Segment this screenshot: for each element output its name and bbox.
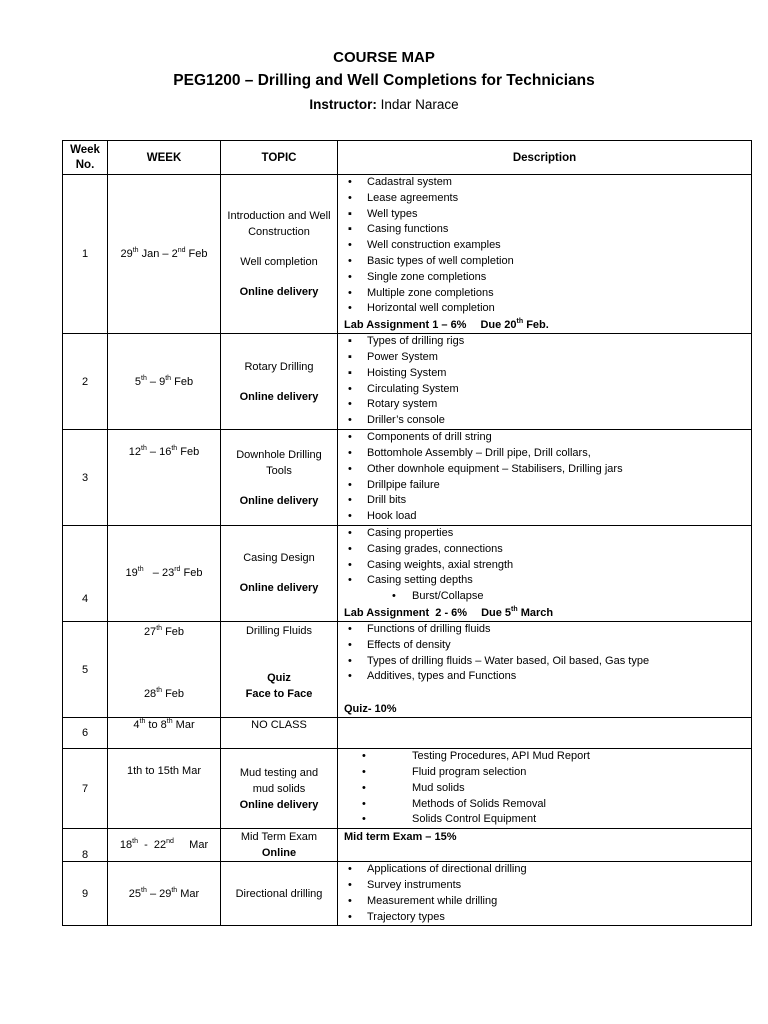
list-item: • Horizontal well completion xyxy=(342,301,747,317)
instructor-line xyxy=(0,97,768,112)
list-item: • Casing properties xyxy=(342,526,747,542)
topic-title: Casing Design xyxy=(243,552,315,565)
week-number: 7 xyxy=(63,749,108,829)
description-cell xyxy=(338,829,752,862)
description-cell xyxy=(338,175,752,334)
description-cell xyxy=(338,525,752,621)
list-item: • Mud solids xyxy=(342,781,747,797)
list-item: • Hook load xyxy=(342,509,747,525)
description-cell xyxy=(338,621,752,717)
week-number: 8 xyxy=(63,829,108,862)
table-row xyxy=(63,862,752,926)
description-cell xyxy=(338,430,752,526)
week-dates: 4th to 8th Mar xyxy=(108,718,221,749)
list-item: • Lease agreements xyxy=(342,191,747,207)
list-item: • Effects of density xyxy=(342,638,747,654)
delivery-mode: Online xyxy=(261,847,297,860)
list-item: • Testing Procedures, API Mud Report xyxy=(342,749,747,765)
topic-title: Rotary Drilling xyxy=(244,360,314,373)
lab-assignment: Lab Assignment 1 – 6% Due 20th Feb. xyxy=(344,318,549,332)
week-dates: 27th Feb 28th Feb xyxy=(108,621,221,717)
list-item: • Circulating System xyxy=(342,382,747,398)
list-item: ▪ Casing functions xyxy=(342,222,747,238)
list-item: • Cadastral system xyxy=(342,175,747,191)
topic-list xyxy=(342,175,747,317)
list-item: • Survey instruments xyxy=(342,878,747,894)
list-item: • Fluid program selection xyxy=(342,765,747,781)
col-header-week: WEEK xyxy=(108,141,221,175)
quiz-weight: Quiz- 10% xyxy=(344,703,397,716)
week-number: 5 xyxy=(63,621,108,717)
list-item: ▪ Hoisting System xyxy=(342,366,747,382)
topic-subtitle: Well completion xyxy=(240,256,318,269)
week-dates: 1th to 15th Mar xyxy=(108,749,221,829)
week-dates: 12th – 16th Feb xyxy=(108,430,221,526)
delivery-mode: Online delivery xyxy=(239,390,319,403)
topic-list xyxy=(342,862,747,925)
delivery-mode: Online delivery xyxy=(239,798,319,811)
description-cell xyxy=(338,334,752,430)
delivery-mode: Online delivery xyxy=(239,582,319,595)
list-item: • Trajectory types xyxy=(342,910,747,926)
table-header-row xyxy=(63,141,752,175)
list-item: • Types of drilling fluids – Water based, Oil based, Gas type xyxy=(342,654,747,670)
topic-cell: NO CLASS xyxy=(221,718,338,749)
list-item: • Applications of directional drilling xyxy=(342,862,747,878)
week-dates: 19th – 23rd Feb xyxy=(108,525,221,621)
list-item: • Components of drill string xyxy=(342,430,747,446)
week-number: 4 xyxy=(63,525,108,621)
week-number: 2 xyxy=(63,334,108,430)
instructor-name: Indar Narace xyxy=(380,97,459,112)
list-item: • Basic types of well completion xyxy=(342,254,747,270)
list-item: • Bottomhole Assembly – Drill pipe, Drill collars, xyxy=(342,446,747,462)
description-cell xyxy=(338,749,752,829)
list-item: • Additives, types and Functions xyxy=(342,669,747,685)
delivery-mode: Online delivery xyxy=(239,286,319,299)
list-item: • Drill bits xyxy=(342,493,747,509)
week-number: 1 xyxy=(63,175,108,334)
week-dates: 29th Jan – 2nd Feb xyxy=(108,175,221,334)
list-item: ▪ Types of drilling rigs xyxy=(342,334,747,350)
table-row xyxy=(63,621,752,717)
topic-title: Mud testing and mud solids xyxy=(239,766,319,795)
list-item: • Casing setting depths xyxy=(342,573,747,589)
week-dates: 25th – 29th Mar xyxy=(108,862,221,926)
list-item: • Multiple zone completions xyxy=(342,286,747,302)
delivery-mode: Face to Face xyxy=(245,687,313,700)
topic-cell xyxy=(221,749,338,829)
topic-cell xyxy=(221,621,338,717)
topic-title: Drilling Fluids xyxy=(245,624,313,637)
list-item: • Casing grades, connections xyxy=(342,542,747,558)
table-row xyxy=(63,334,752,430)
list-item: • Casing weights, axial strength xyxy=(342,558,747,574)
topic-cell: Directional drilling xyxy=(221,862,338,926)
course-map-table xyxy=(62,140,752,926)
topic-cell xyxy=(221,829,338,862)
topic-list xyxy=(342,526,747,605)
table-row xyxy=(63,430,752,526)
topic-cell xyxy=(221,525,338,621)
week-dates: 5th – 9th Feb xyxy=(108,334,221,430)
list-item: ▪ Power System xyxy=(342,350,747,366)
table-row xyxy=(63,718,752,749)
topic-cell xyxy=(221,175,338,334)
topic-title: Downhole Drilling Tools xyxy=(236,448,322,477)
list-subitem: • Burst/Collapse xyxy=(342,589,747,605)
list-item: • Functions of drilling fluids xyxy=(342,622,747,638)
list-item: • Driller’s console xyxy=(342,413,747,429)
list-item: • Well construction examples xyxy=(342,238,747,254)
week-dates: 18th - 22nd Mar xyxy=(108,829,221,862)
exam-weight: Mid term Exam – 15% xyxy=(344,831,457,844)
list-item: ▪ Well types xyxy=(342,207,747,223)
topic-list xyxy=(342,622,747,685)
list-item: • Other downhole equipment – Stabilisers, Drilling jars xyxy=(342,462,747,478)
delivery-mode: Online delivery xyxy=(239,494,319,507)
table-row xyxy=(63,829,752,862)
course-title: PEG1200 – Drilling and Well Completions for Technicians xyxy=(173,72,595,89)
col-header-topic: TOPIC xyxy=(221,141,338,175)
week-number: 3 xyxy=(63,430,108,526)
topic-title: Introduction and Well Construction xyxy=(227,210,331,239)
topic-cell xyxy=(221,430,338,526)
week-number: 6 xyxy=(63,718,108,749)
list-item: • Measurement while drilling xyxy=(342,894,747,910)
table-row xyxy=(63,175,752,334)
instructor-label: Instructor: xyxy=(309,97,377,112)
topic-cell xyxy=(221,334,338,430)
topic-list xyxy=(342,749,747,828)
week-number: 9 xyxy=(63,862,108,926)
page-title: COURSE MAP xyxy=(333,49,435,66)
description-cell xyxy=(338,862,752,926)
list-item: • Single zone completions xyxy=(342,270,747,286)
table-row xyxy=(63,525,752,621)
list-item: • Rotary system xyxy=(342,397,747,413)
list-item: • Solids Control Equipment xyxy=(342,812,747,828)
lab-assignment: Lab Assignment 2 - 6% Due 5th March xyxy=(344,605,554,619)
topic-list xyxy=(342,334,747,429)
table-row xyxy=(63,749,752,829)
topic-list xyxy=(342,430,747,525)
quiz-label: Quiz xyxy=(267,671,291,684)
col-header-week-no: Week No. xyxy=(63,141,108,175)
description-cell xyxy=(338,718,752,749)
list-item: • Methods of Solids Removal xyxy=(342,797,747,813)
topic-title: Mid Term Exam xyxy=(240,831,318,844)
list-item: • Drillpipe failure xyxy=(342,478,747,494)
col-header-description: Description xyxy=(338,141,752,175)
